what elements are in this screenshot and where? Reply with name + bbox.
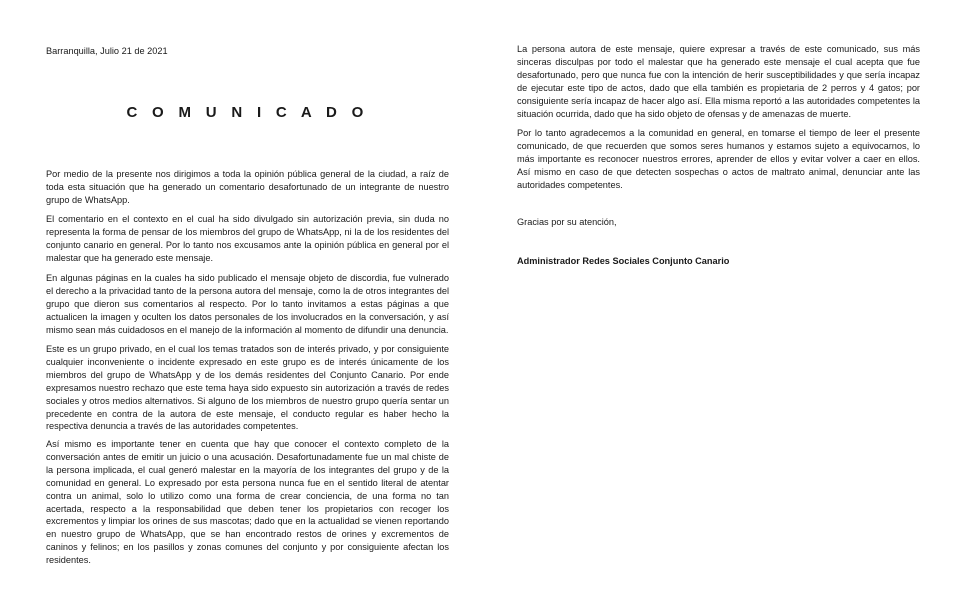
signature: Administrador Redes Sociales Conjunto Canario: [517, 256, 730, 266]
paragraph-privacy: En algunas páginas en la cuales ha sido publicado el mensaje objeto de discordia, fue vulnerado el derecho a la privacidad tanto de la persona autora del mensaje, como la de otros integrantes del grupo que dieron sus comentarios al respecto. Por lo tanto invitamos a estas páginas a que actualicen la imagen y oculten los datos personales de los involucrados en la conversación, y así mismo sean más cuidadosos en el manejo de la información al momento de difundir una denuncia.: [46, 273, 449, 335]
paragraph-context: El comentario en el contexto en el cual ha sido divulgado sin autorización previa, sin duda no representa la forma de pensar de los miembros del grupo de WhatsApp, ni la de los residentes del conjunto canario en general. Por lo tanto nos excusamos ante la opinión pública en general por el malestar que ha generado este mensaje.: [46, 214, 449, 263]
document-title: C O M U N I C A D O: [126, 104, 369, 121]
paragraph-intro: Por medio de la presente nos dirigimos a toda la opinión pública general de la ciudad, a raíz de toda esta situación que ha generado un comentario desafortunado de un integrante de nuestro grupo de WhatsApp.: [46, 169, 449, 205]
closing-line: Gracias por su atención,: [517, 217, 617, 227]
date-line: Barranquilla, Julio 21 de 2021: [46, 46, 168, 56]
paragraph-apology: La persona autora de este mensaje, quiere expresar a través de este comunicado, sus más sinceras disculpas por todo el malestar que ha generado este mensaje el cual acepta que fue desafortunado, pero que nunca fue con la intención de herir susceptibilidades y que sería incapaz de ejecutar este tipo de actos, dado que ella también es propietaria de 2 perros y 4 gatos; por consiguiente sería incapaz de hacer algo así. Ella misma reportó a las autoridades competentes la situación ocurrida, dado que ha sido objeto de ofensas y de amenazas de muerte.: [517, 44, 920, 119]
paragraph-thanks: Por lo tanto agradecemos a la comunidad en general, en tomarse el tiempo de leer el presente comunicado, de que recuerden que somos seres humanos y estamos sujeto a equivocarnos, lo más importante es reconocer nuestros errores, aprender de ellos y evitar volver a caer en ellos. Así mismo en caso de que detecten sospechas o actos de maltrato animal, denunciar ante las autoridades competentes.: [517, 128, 920, 190]
paragraph-explanation: Así mismo es importante tener en cuenta que hay que conocer el contexto completo de la conversación antes de emitir un juicio o una acusación. Desafortunadamente fue un mal chiste de la persona implicada, el cual generó malestar en la mayoría de los integrantes del grupo y de la comunidad en general. Lo expresado por esta persona nunca fue en el sentido literal de atentar contra un animal, solo lo utilizo como una forma de crear conciencia, de una forma no tan acertada, respecto a la responsabilidad que deben tener los propietarios con recoger los excrementos y limpiar los orines de sus mascotas; dado que en la actualidad se vienen reportando en nuestro grupo de WhatsApp, que se han encontrado restos de orines y excrementos de caninos y felinos; en los pasillos y zonas comunes del conjunto y por consiguiente afectan los residentes.: [46, 439, 449, 566]
paragraph-private-group: Este es un grupo privado, en el cual los temas tratados son de interés privado, y por consiguiente cualquier inconveniente o incidente expresado en este grupo es de interés únicamente de los miembros del grupo de WhatsApp y de los demás residentes del Conjunto Canario. Por ende expresamos nuestro rechazo que este tema haya sido expuesto sin autorización a través de redes sociales y otros medios alternativos. Si alguno de los miembros de nuestro grupo quería sentar un precedente en contra de la autora de este mensaje, el conducto regular es haber hecho la respectiva denuncia a través de las autoridades competentes.: [46, 344, 449, 432]
